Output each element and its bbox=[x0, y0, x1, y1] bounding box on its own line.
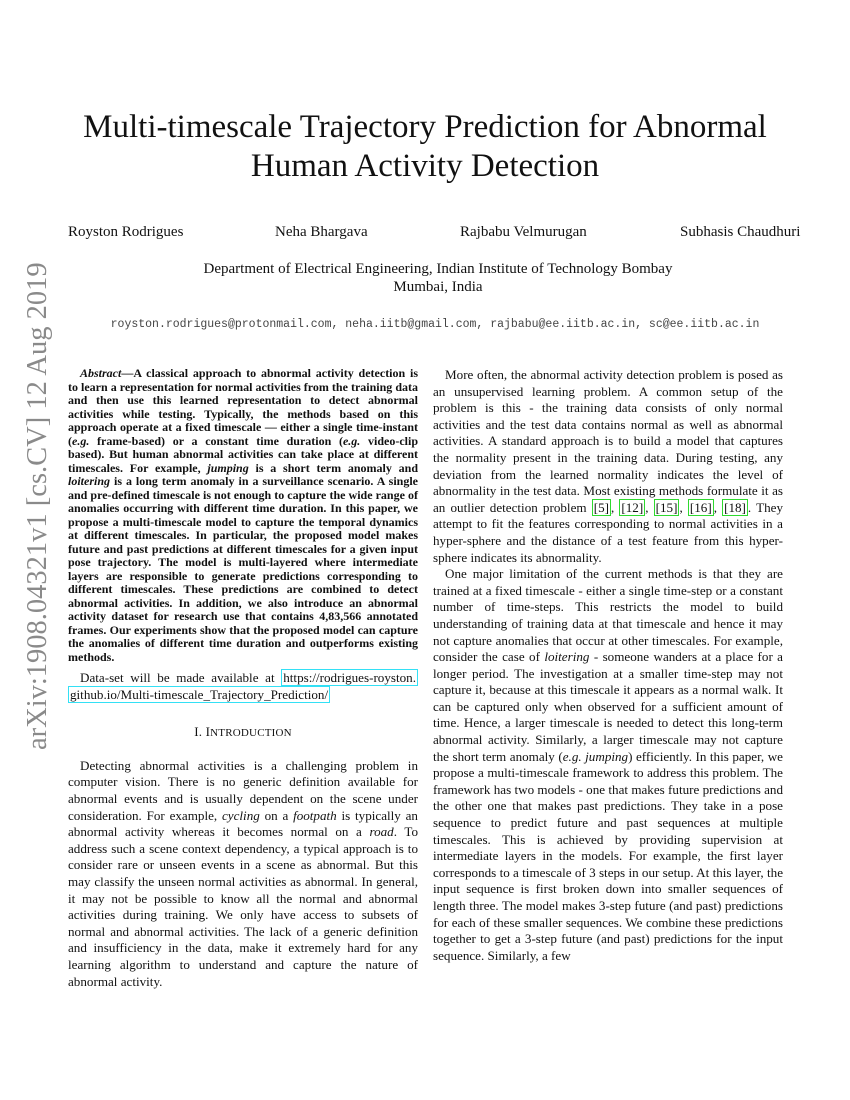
paragraph-text: . To address such a scene context dependency, a typical approach is to consider rare or unseen events in a scene as abnormal. But this may classify the unseen normal activities as abnormal. In general, it may not be possible to know all the normal and abnormal activities during training. We only have access to subsets of normal and abnormal activities. The lack of a generic definition and insufficiency in the data, make it extremely hard for any learning algorithm to understand and capture the nature of abnormal activity. bbox=[68, 824, 418, 989]
paragraph-text: on a bbox=[259, 807, 294, 823]
paragraph-text: loitering bbox=[544, 649, 590, 665]
abstract-text: frame-based) or a constant time duration ( bbox=[89, 433, 343, 448]
paragraph-text: , bbox=[679, 499, 688, 515]
paragraph-text: More often, the abnormal activity detection problem is posed as an unsupervised learning problem. A common setup of the problem is this - the training data consists of only normal activities and the test data contains normal as well as abnormal activities. A standard approach is to build a model that captures the normality present in the training data. During testing, any deviation from the learned normality indicates the level of abnormality in the test data. Most existing methods formulate it as an outlier detection problem bbox=[433, 367, 783, 515]
paragraph-text: cycling bbox=[221, 807, 260, 823]
dataset-link[interactable] bbox=[68, 686, 330, 703]
intro-paragraph-3 bbox=[433, 566, 783, 964]
intro-paragraph-2 bbox=[433, 367, 783, 566]
paragraph-text: road bbox=[369, 824, 394, 840]
dataset-note-text: Data-set will be made available at bbox=[80, 670, 282, 685]
abstract-text: video-clip based). But human abnormal activities can take place at different timescales. For example, bbox=[68, 433, 418, 475]
section-number: I. bbox=[194, 724, 206, 740]
paragraph-text: One major limitation of the current methods is that they are trained at a fixed timescale - either a single time-step or a constant number of time-steps. This restricts the model to build understanding of training data at that timescale and hence it may not capture anomalies that occur at other timescales. For example, consider the case of bbox=[433, 566, 783, 665]
abstract-text: loitering bbox=[68, 474, 111, 488]
dataset-link[interactable] bbox=[281, 669, 418, 686]
paper-title-line-2: Human Activity Detection bbox=[250, 148, 600, 184]
affiliation bbox=[0, 260, 850, 296]
author-name: Subhasis Chaudhuri bbox=[680, 224, 801, 240]
abstract-text: is a long term anomaly in a surveillance scenario. A single and pre-defined timescale is not enough to capture the wide range of anomalies occurring with different time duration. In this paper, we propose a multi-timescale model to capture the temporal dynamics at different timescales. In particular, the proposed model makes future and past predictions at different timescales for a given input pose trajectory. The model is multi-layered where intermediate layers are responsible to generate predictions corresponding to different timescales. These predictions are combined to detect abnormal activities. In addition, we also introduce an abnormal activity dataset for research use that contains 4,83,566 annotated frames. Our experiments show that the proposed model can capture the anomalies of different time duration and outperforms existing methods. bbox=[68, 474, 418, 664]
affiliation-department: Department of Electrical Engineering, Indian Institute of Technology Bombay bbox=[203, 261, 673, 277]
right-column bbox=[433, 367, 783, 964]
paragraph-text: jumping bbox=[585, 748, 629, 764]
dataset-link-part[interactable]: github.io/Multi-timescale_Trajectory_Prediction/ bbox=[70, 686, 329, 702]
paragraph-text: is typically an abnormal activity whereas it becomes normal on a bbox=[68, 807, 418, 840]
section-title-rest: NTRODUCTION bbox=[210, 727, 292, 740]
abstract-label: Abstract bbox=[80, 366, 122, 380]
author-name: Neha Bhargava bbox=[275, 224, 368, 240]
paragraph-text: , bbox=[645, 499, 654, 515]
section-title-initial: I bbox=[205, 724, 211, 740]
paragraph-text: - someone wanders at a place for a longer period. The investigation at a smaller time-step may not capture it, because at this timescale it appears as a normal walk. It can be captured only when observed for a sufficient amount of time. Hence, a larger timescale is needed to detect this long-term abnormal activity. Similarly, a larger timescale may not capture the short term anomaly ( bbox=[433, 649, 783, 764]
paragraph-text: footpath bbox=[293, 807, 337, 823]
paragraph-text: ) efficiently. In this paper, we propose a multi-timescale framework to address this problem. The framework has two models - one that makes future predictions and the other one that makes past predictions. They take in a pose sequence to predict future and past sequences at multiple timescales. This is achieved by providing supervision at intermediate layers in the models. For example, the first layer corresponds to a timescale of 3 steps in our setup. At this layer, the input sequence is first broken down into smaller sequences of length three. The model makes 3-step future (and past) predictions for each of these smaller sequences. We combine these predictions together to get a 3-step future (and past) predictions for the input sequence. Similarly, a few bbox=[433, 748, 783, 963]
citation-link[interactable]: [16] bbox=[689, 499, 712, 515]
abstract-text: e.g. bbox=[72, 433, 90, 448]
citation-link[interactable]: [18] bbox=[724, 499, 746, 515]
citation-link[interactable]: [5] bbox=[593, 499, 609, 515]
dataset-link-part[interactable]: https://rodrigues-royston. bbox=[283, 670, 416, 685]
arxiv-identifier-stamp: arXiv:1908.04321v1 [cs.CV] 12 Aug 2019 bbox=[22, 262, 53, 750]
intro-paragraph-1 bbox=[68, 758, 418, 990]
abstract-text: jumping bbox=[207, 460, 249, 475]
paper-title-line-1: Multi-timescale Trajectory Prediction for Abnormal bbox=[83, 109, 767, 145]
paper-title bbox=[50, 108, 800, 186]
paragraph-text: , bbox=[713, 499, 723, 515]
paragraph-text: , bbox=[610, 499, 620, 515]
citation-link[interactable]: [15] bbox=[655, 499, 678, 515]
dataset-availability-note bbox=[68, 670, 418, 703]
author-name: Rajbabu Velmurugan bbox=[460, 224, 587, 240]
abstract-text: —A classical approach to abnormal activity detection is to learn a representation for normal activities from the training data and then use this learned representation to detect abnormal activities while testing. Typically, the methods based on this approach operate at a fixed timescale — either a single time-instant ( bbox=[68, 366, 418, 448]
author-emails: royston.rodrigues@protonmail.com, neha.iitb@gmail.com, rajbabu@ee.iitb.ac.in, sc@ee.iitb.ac.in bbox=[110, 318, 760, 331]
paragraph-text: Detecting abnormal activities is a challenging problem in computer vision. There is no generic definition available for abnormal events and is usually dependent on the scene under consideration. For example, bbox=[68, 757, 418, 823]
paragraph-text: e.g. bbox=[562, 748, 582, 764]
paragraph-text: . They attempt to fit the features corresponding to normal activities in a hyper-sphere and the distance of a test feature from this hyper-sphere indicates its abnormality. bbox=[433, 499, 783, 565]
citation-link[interactable]: [12] bbox=[621, 499, 644, 515]
author-name: Royston Rodrigues bbox=[68, 224, 184, 240]
section-heading-introduction bbox=[68, 724, 418, 742]
abstract-text: e.g. bbox=[342, 433, 361, 448]
abstract-text: is a short term anomaly and bbox=[248, 460, 418, 475]
affiliation-location: Mumbai, India bbox=[393, 279, 483, 295]
abstract bbox=[68, 367, 418, 664]
left-column bbox=[68, 367, 418, 990]
